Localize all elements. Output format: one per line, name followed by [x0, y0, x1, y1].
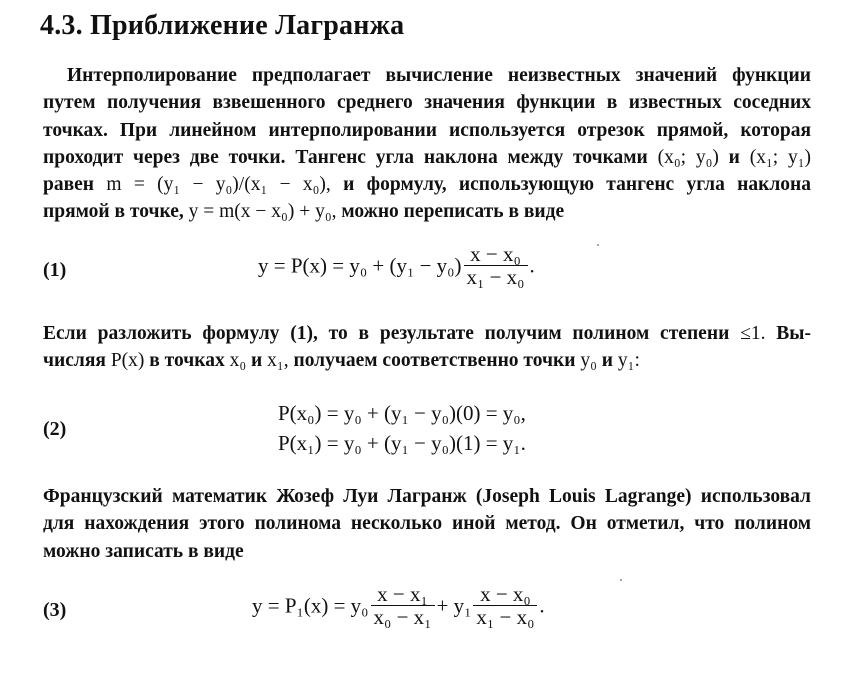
paragraph-line: [43, 144, 811, 171]
equation-punct: .: [539, 593, 545, 618]
equation-1: [258, 243, 535, 288]
inline-math: ≤1.: [740, 323, 766, 344]
paragraph-line: [43, 347, 811, 374]
scan-speck: [620, 579, 622, 581]
equation-punct: .: [529, 253, 535, 278]
paragraph-line: путем получения взвешенного среднего значения функции в известных соседних: [43, 92, 811, 114]
fraction-denominator: x₁ − x₀: [466, 265, 525, 289]
fraction: [473, 583, 537, 628]
equation-label-2: (2): [43, 418, 67, 440]
fraction-numerator: x − x₀: [464, 243, 528, 266]
fraction: [464, 243, 528, 288]
text-run: можно переписать в виде: [341, 201, 565, 223]
text-run: и: [601, 350, 614, 372]
paragraph-lagrange: [43, 483, 811, 565]
scan-speck: [597, 244, 599, 246]
inline-math: P(x): [110, 350, 145, 372]
equation-label-3: (3): [43, 599, 67, 621]
text-run: и: [251, 350, 263, 372]
equation-term: + y₁: [436, 593, 472, 618]
equation-row: P(x₁) = y₀ + (y₁ − y₀)(1) = y₁.: [278, 431, 526, 455]
text-run: и: [728, 146, 740, 168]
inline-math: x₁,: [267, 350, 289, 372]
inline-math: y₁:: [617, 350, 640, 372]
text-run: проходит через две точки. Тангенс угла наклона между точками: [43, 146, 648, 168]
fraction: [371, 583, 435, 628]
paragraph-expansion: [43, 320, 811, 375]
fraction-numerator: x − x₁: [371, 583, 435, 606]
equation-3: [252, 583, 545, 628]
inline-math: m = (y₁ − y₀)/(x₁ − x₀),: [106, 174, 331, 196]
fraction-denominator: x₁ − x₀: [476, 605, 535, 629]
text-run: Если разложить формулу (1), то в результате получим полином степени: [43, 323, 730, 344]
text-run: числяя: [43, 350, 106, 372]
inline-math: (x₀; y₀): [657, 146, 719, 168]
paragraph-line: для нахождения этого полинома несколько иной метод. Он отметил, что полином: [43, 513, 811, 535]
paragraph-line: Французский математик Жозеф Луи Лагранж (Joseph Louis Lagrange) использовал: [43, 486, 811, 507]
text-run: в точках: [149, 350, 225, 372]
paragraph-line: Интерполирование предполагает вычисление неизвестных значений функции: [67, 65, 811, 86]
paragraph-line: точках. При линейном интерполировании используется отрезок прямой, которая: [43, 119, 811, 141]
inline-math: y = m(x − x₀) + y₀,: [188, 201, 337, 223]
fraction-numerator: x − x₀: [473, 583, 537, 606]
paragraph-line: [43, 320, 811, 347]
text-run: равен: [43, 174, 95, 196]
text-run: и формулу, использующую тангенс угла наклона: [343, 174, 812, 196]
equation-2: [278, 398, 526, 458]
text-run: прямой в точке,: [43, 201, 184, 223]
section-title: 4.3. Приближение Лагранжа: [40, 10, 405, 41]
text-run: Вы-: [776, 323, 812, 344]
text-run: получаем соответственно точки: [293, 350, 576, 372]
equation-label-1: (1): [43, 259, 67, 281]
paragraph-line: [43, 198, 811, 225]
paragraph-intro: [43, 62, 811, 226]
inline-math: (x₁; y₁): [749, 146, 812, 168]
equation-lhs: y = P(x) = y₀ + (y₁ − y₀): [258, 253, 462, 278]
paragraph-line: [43, 171, 811, 198]
inline-math: y₀: [580, 350, 597, 372]
inline-math: x₀: [229, 350, 247, 372]
equation-lhs: y = P₁(x) = y₀: [252, 593, 369, 618]
equation-row: P(x₀) = y₀ + (y₁ − y₀)(0) = y₀,: [278, 401, 526, 425]
fraction-denominator: x₀ − x₁: [373, 605, 432, 629]
paragraph-line: можно записать в виде: [43, 540, 244, 562]
